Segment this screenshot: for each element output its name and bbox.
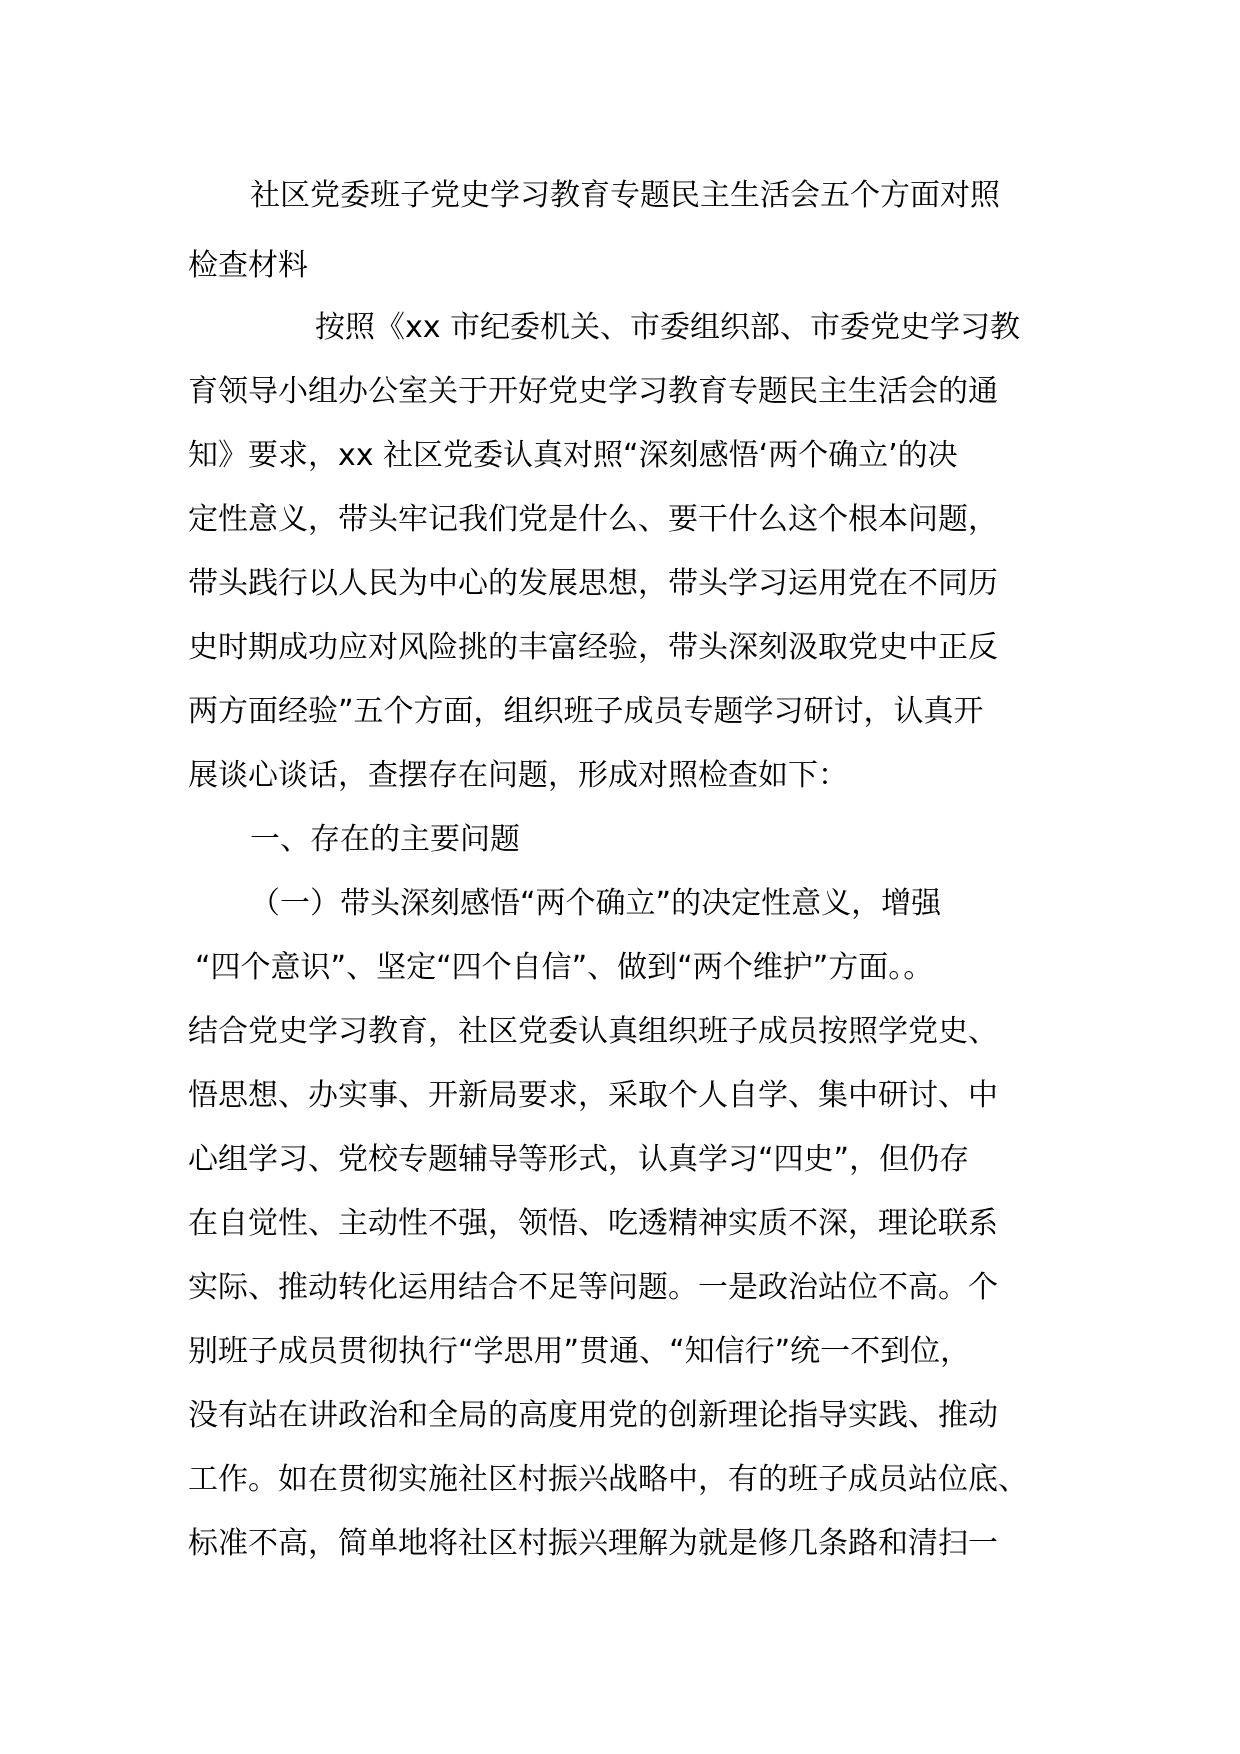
paragraph-line: 在自觉性、主动性不强，领悟、吃透精神实质不深，理论联系 bbox=[188, 1206, 998, 1241]
subsection-heading-line: （一）带头深刻感悟“两个确立”的决定性意义，增强 bbox=[250, 886, 942, 921]
document-title-line-1: 社区党委班子党史学习教育专题民主生活会五个方面对照 bbox=[250, 178, 1000, 213]
body-line: 定性意义，带头牢记我们党是什么、要干什么这个根本问题， bbox=[188, 502, 998, 537]
paragraph-line: 标准不高，简单地将社区村振兴理解为就是修几条路和清扫一 bbox=[188, 1526, 998, 1561]
document-title-line-2: 检查材料 bbox=[188, 248, 308, 283]
paragraph-line: 工作。如在贯彻实施社区村振兴战略中，有的班子成员站位底、 bbox=[188, 1462, 1028, 1497]
paragraph-line: 没有站在讲政治和全局的高度用党的创新理论指导实践、推动 bbox=[188, 1398, 998, 1433]
section-heading: 一、存在的主要问题 bbox=[250, 822, 520, 857]
paragraph-line: 实际、推动转化运用结合不足等问题。一是政治站位不高。个 bbox=[188, 1270, 998, 1305]
paragraph-line: 悟思想、办实事、开新局要求，采取个人自学、集中研讨、中 bbox=[188, 1078, 998, 1113]
paragraph-line: 心组学习、党校专题辅导等形式，认真学习“四史”，但仍存 bbox=[188, 1142, 970, 1177]
body-line: 史时期成功应对风险挑的丰富经验，带头深刻汲取党史中正反 bbox=[188, 630, 998, 665]
paragraph-line: 结合党史学习教育，社区党委认真组织班子成员按照学党史、 bbox=[188, 1014, 998, 1049]
body-line: 按照《xx 市纪委机关、市委组织部、市委党史学习教 bbox=[315, 310, 1021, 345]
body-line: 两方面经验”五个方面，组织班子成员专题学习研讨，认真开 bbox=[188, 694, 984, 729]
body-line: 带头践行以人民为中心的发展思想，带头学习运用党在不同历 bbox=[188, 566, 998, 601]
body-line: 展谈心谈话，查摆存在问题，形成对照检查如下： bbox=[188, 758, 848, 793]
body-line: 育领导小组办公室关于开好党史学习教育专题民主生活会的通 bbox=[188, 374, 998, 409]
body-line: 知》要求，xx 社区党委认真对照“深刻感悟‘两个确立’的决 bbox=[188, 438, 958, 473]
paragraph-line: 别班子成员贯彻执行“学思用”贯通、“知信行”统一不到位， bbox=[188, 1334, 971, 1369]
subsection-heading-line: “四个意识”、坚定“四个自信”、做到“两个维护”方面。。 bbox=[195, 950, 934, 985]
